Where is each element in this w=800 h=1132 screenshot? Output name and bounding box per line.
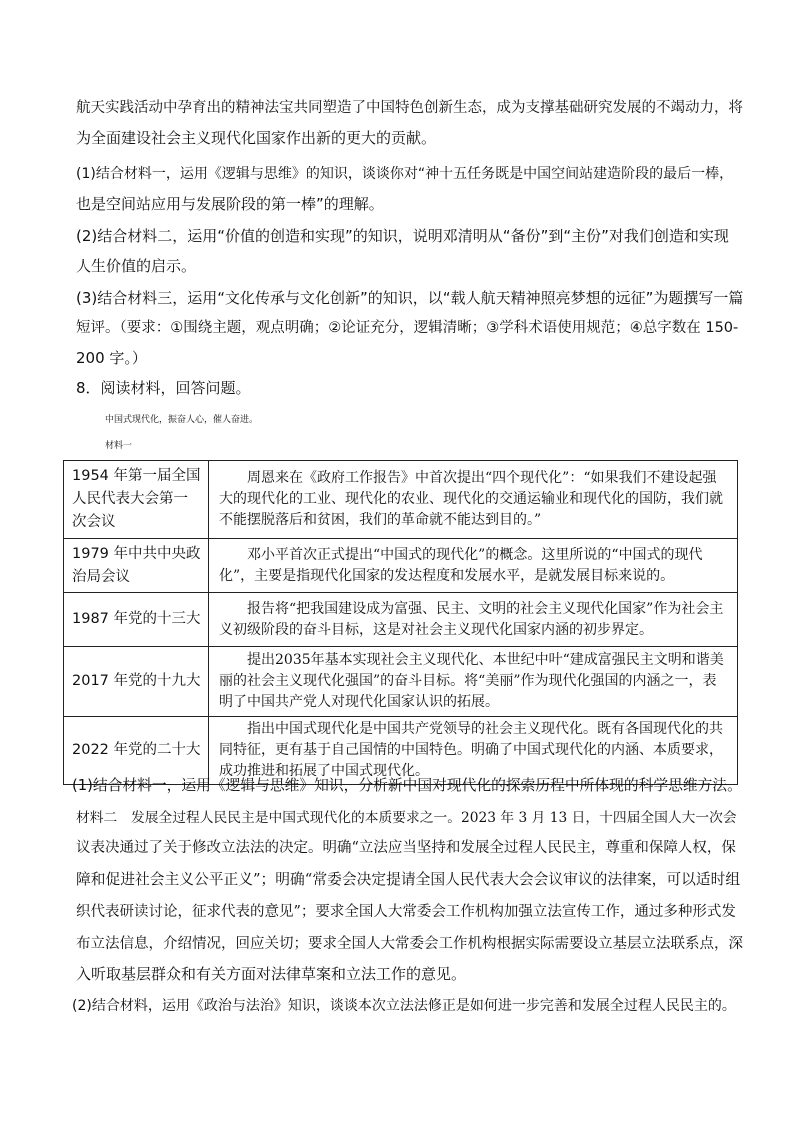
- material-2-line-1: 材料二 发展全过程人民民主是中国式现代化的本质要求之一。2023 年 3 月 13 日，十四届全国人大一次会: [76, 810, 737, 826]
- question-1-line-1: (1)结合材料一，运用《逻辑与思维》的知识，谈谈你对“神十五任务既是中国空间站建造阶段的最后一棒，: [76, 166, 734, 182]
- event-text: 2017 年党的十九大: [72, 673, 201, 689]
- content-text: 周恩来在《政府工作报告》中首次提出“四个现代化”：“如果我们不建设起强大的现代化的工业、现代化的农业、现代化的交通运输业和现代化的国防，我们就不能摆脱落后和贫困，我们的革命就不能达到目的。”: [219, 470, 723, 528]
- content-cell: [209, 593, 738, 647]
- content-cell: [209, 647, 738, 717]
- question-8-lead: 中国式现代化，振奋人心，催人奋进。: [105, 415, 259, 425]
- event-text: 1979 年中共中央政治局会议: [72, 545, 201, 585]
- table-row: [64, 647, 738, 717]
- material-2-line-4: 织代表研读讨论，征求代表的意见”；要求全国人大常委会工作机构加强立法宣传工作，通过多种形式发: [76, 904, 736, 920]
- content-text: 报告将“把我国建设成为富强、民主、文明的社会主义现代化国家”作为社会主义初级阶段的奋斗目标，这是对社会主义现代化国家内涵的初步界定。: [219, 600, 724, 638]
- content-text: 指出中国式现代化是中国共产党领导的社会主义现代化。既有各国现代化的共同特征，更有基于自己国情的中国特色。明确了中国式现代化的内涵、本质要求，成功推进和拓展了中国式现代化。: [219, 721, 723, 779]
- intro-line-1: 航天实践活动中孕育出的精神法宝共同塑造了中国特色创新生态，成为支撑基础研究发展的不竭动力，将: [76, 100, 743, 116]
- event-text: 2022 年党的二十大: [72, 742, 201, 758]
- material-1-table: [63, 460, 738, 785]
- question-8-heading: 8．阅读材料，回答问题。: [76, 379, 251, 397]
- material-2-line-6: 入听取基层群众和有关方面对法律草案和立法工作的意见。: [76, 965, 467, 983]
- event-text: 1987 年党的十三大: [72, 611, 201, 627]
- material-2-line-5: 布立法信息，介绍情况，回应关切；要求全国人大常委会工作机构根据实际需要设立基层立法联系点，深: [76, 936, 743, 952]
- question-3-line-2: 短评。（要求：①围绕主题，观点明确；②论证充分，逻辑清晰；③学科术语使用规范；④总字数在 150-: [76, 320, 739, 336]
- material-2-line-2: 议表决通过了关于修改立法法的决定。明确“立法应当坚持和发展全过程人民民主，尊重和保障人权，保: [76, 840, 736, 856]
- question-2-line-1: (2)结合材料二，运用“价值的创造和实现”的知识，说明邓清明从“备份”到“主份”对我们创造和实现: [76, 227, 729, 245]
- material-2-line-3: 障和促进社会主义公平正义”；明确“常委会决定提请全国人民代表大会会议审议的法律案，可以适时组: [76, 871, 741, 888]
- question-3-line-3: 200 字。）: [76, 349, 147, 367]
- content-cell: [209, 539, 738, 593]
- table-row: [64, 593, 738, 647]
- event-cell: [64, 647, 209, 717]
- event-cell: [64, 593, 209, 647]
- content-cell: [209, 717, 738, 785]
- material-1-label: 材料一: [105, 441, 133, 451]
- question-1-line-2: 也是空间站应用与发展阶段的第一棒”的理解。: [76, 195, 384, 213]
- event-cell: [64, 539, 209, 593]
- content-text: 邓小平首次正式提出“中国式的现代化”的概念。这里所说的“中国式的现代化”，主要是指现代化国家的发达程度和发展水平，是就发展目标来说的。: [219, 546, 703, 584]
- table-row: [64, 717, 738, 785]
- event-cell: [64, 461, 209, 539]
- question-3-line-1: (3)结合材料三，运用“文化传承与文化创新”的知识，以“载人航天精神照亮梦想的远征”为题撰写一篇: [76, 289, 744, 307]
- table-row: [64, 539, 738, 593]
- question-8-1: (1)结合材料一，运用《逻辑与思维》知识，分析新中国对现代化的探索历程中所体现的科学思维方法。: [72, 777, 742, 794]
- event-cell: [64, 717, 209, 785]
- table-row: [64, 461, 738, 539]
- question-2-line-2: 人生价值的启示。: [76, 257, 197, 275]
- intro-line-2: 为全面建设社会主义现代化国家作出新的更大的贡献。: [76, 129, 437, 147]
- event-text: 1954 年第一届全国人民代表大会第一次会议: [72, 468, 201, 530]
- question-8-2: (2)结合材料，运用《政治与法治》知识，谈谈本次立法法修正是如何进一步完善和发展全过程人民民主的。: [72, 998, 736, 1014]
- content-text: 提出2035年基本实现社会主义现代化、本世纪中叶“建成富强民主文明和谐美丽的社会主义现代化强国”的奋斗目标。将“美丽”作为现代化强国的内涵之一，表明了中国共产党人对现代化国家认识的拓展。: [219, 652, 724, 710]
- content-cell: [209, 461, 738, 539]
